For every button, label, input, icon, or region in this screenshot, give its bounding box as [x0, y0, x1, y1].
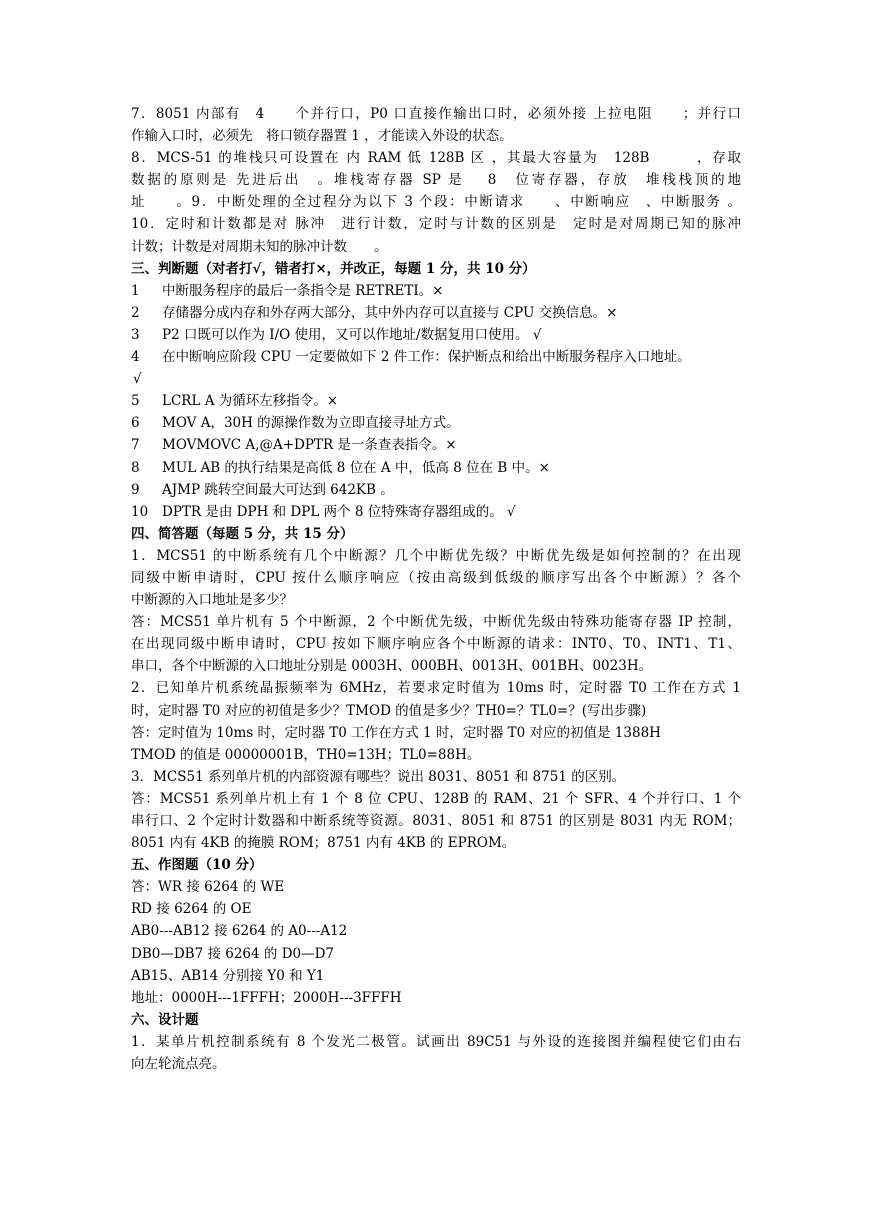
item-text: P2 口既可以作为 I/O 使用，又可以作地址/数据复用口使用。 √	[162, 326, 542, 343]
section-heading: 三、判断题（对者打√，错者打×，并改正，每题 1 分，共 10 分）	[131, 260, 536, 277]
text-line: 3．MCS51 系列单片机的内部资源有哪些？说出 8031、8051 和 8751 的区别。	[131, 768, 626, 785]
drawing-section	[131, 854, 741, 1009]
list-item	[131, 324, 741, 346]
short-answer-section	[131, 523, 741, 854]
item-text: 中断服务程序的最后一条指令是 RETRETI。×	[162, 282, 444, 299]
item-number: 2	[131, 304, 140, 321]
text-line: 向左轮流点亮。	[131, 1056, 226, 1073]
document-page	[131, 103, 741, 1075]
text-line: 8．MCS-51 的堆栈只可设置在 内 RAM 低 128B 区 ，其最大容量为 128B ，存取	[131, 150, 741, 167]
design-section	[131, 1009, 741, 1075]
text-line: 1．MCS51 的中断系统有几个中断源？几个中断优先级？中断优先级是如何控制的？在出现	[131, 547, 741, 564]
fill-blank-section	[131, 103, 741, 258]
text-line: 在出现同级中断申请时，CPU 按如下顺序响应各个中断源的请求：INT0、T0、INT1、T1、	[131, 636, 741, 653]
text-line: 10．定时和计数都是对 脉冲 进行计数，定时与计数的区别是 定时是对周期已知的脉冲	[131, 216, 741, 233]
section-heading: 五、作图题（10 分）	[131, 857, 263, 874]
list-item	[131, 434, 741, 456]
item-number: 8	[131, 459, 140, 476]
list-item	[131, 390, 741, 412]
judge-section	[131, 258, 741, 523]
text-line: 8051 内有 4KB 的掩膜 ROM；8751 内有 4KB 的 EPROM。	[131, 835, 516, 852]
list-item	[131, 501, 741, 523]
text-line: 同级中断申请时，CPU 按什么顺序响应（按由高级到低级的顺序写出各个中断源）？各个	[131, 569, 741, 586]
item-text: 存储器分成内存和外存两大部分，其中外内存可以直接与 CPU 交换信息。×	[162, 304, 618, 321]
item-text: MUL AB 的执行结果是高低 8 位在 A 中，低高 8 位在 B 中。×	[162, 459, 550, 476]
text-line: 中断源的入口地址是多少？	[131, 592, 293, 609]
item-number: 1	[131, 282, 140, 299]
text-line: DB0—DB7 接 6264 的 D0—D7	[131, 945, 335, 962]
text-line: 地址：0000H---1FFFH；2000H---3FFFH	[131, 989, 402, 1006]
item-number: 10	[131, 503, 149, 520]
text-line: 址 。9．中断处理的全过程分为以下 3 个段：中断请求 、中断响应 、中断服务 。	[131, 194, 741, 211]
item-number: 9	[131, 481, 140, 498]
item-number: 3	[131, 326, 140, 343]
text-line: 串口，各个中断源的入口地址分别是 0003H、000BH、0013H、001BH、0023H。	[131, 658, 653, 675]
text-line: 2．已知单片机系统晶振频率为 6MHz，若要求定时值为 10ms 时，定时器 T0 工作在方式 1	[131, 680, 741, 697]
item-text: 在中断响应阶段 CPU 一定要做如下 2 件工作：保护断点和给出中断服务程序入口地址。	[162, 349, 691, 366]
list-item	[131, 457, 741, 479]
text-line: 时，定时器 T0 对应的初值是多少？TMOD 的值是多少？TH0=？TL0=？(写出步骤)	[131, 702, 647, 719]
text-line: 答：MCS51 单片机有 5 个中断源，2 个中断优先级，中断优先级由特殊功能寄存器 IP 控制，	[131, 614, 741, 631]
list-item	[131, 412, 741, 434]
item-text: MOVMOVC A,@A+DPTR 是一条查表指令。×	[162, 437, 457, 454]
section-heading: 四、简答题（每题 5 分，共 15 分）	[131, 525, 354, 542]
text-line: TMOD 的值是 00000001B，TH0=13H；TL0=88H。	[131, 746, 481, 763]
text-line: 串行口、2 个定时计数器和中断系统等资源。8031、8051 和 8751 的区别是 8031 内无 ROM；	[131, 813, 741, 829]
item-text: DPTR 是由 DPH 和 DPL 两个 8 位特殊寄存器组成的。 √	[162, 503, 516, 520]
item-number: 6	[131, 415, 140, 432]
item-text: AJMP 跳转空间最大可达到 642KB 。	[162, 481, 394, 498]
text-line: 计数；计数是对周期未知的脉冲计数 。	[131, 238, 388, 255]
text-line: RD 接 6264 的 OE	[131, 901, 252, 918]
list-item	[131, 479, 741, 501]
item-number: 5	[131, 393, 140, 410]
text-line: 答：定时值为 10ms 时，定时器 T0 工作在方式 1 时，定时器 T0 对应的初值是 1388H	[131, 724, 661, 741]
text-line: 数据的原则是 先进后出 。堆栈寄存器 SP 是 8 位寄存器，存放 堆栈栈顶的地	[131, 172, 741, 189]
section-heading: 六、设计题	[131, 1011, 199, 1028]
item-text-continuation: √	[133, 371, 142, 388]
text-line: 作输入口时，必须先 将口锁存器置 1 ，才能读入外设的状态。	[131, 128, 513, 145]
item-number: 7	[131, 437, 140, 454]
item-text: LCRL A 为循环左移指令。×	[162, 393, 339, 410]
list-item	[131, 280, 741, 302]
item-number: 4	[131, 349, 140, 366]
item-text: MOV A，30H 的源操作数为立即直接寻址方式。	[162, 415, 460, 432]
text-line: 1．某单片机控制系统有 8 个发光二极管。试画出 89C51 与外设的连接图并编程使它们由右	[131, 1033, 741, 1050]
text-line: 7．8051 内部有 4 个并行口，P0 口直接作输出口时，必须外接 上拉电阻 ；并行口	[131, 106, 741, 122]
list-item	[131, 346, 741, 368]
text-line: 答：WR 接 6264 的 WE	[131, 879, 285, 896]
list-item	[131, 302, 741, 324]
text-line: AB15、AB14 分别接 Y0 和 Y1	[131, 967, 325, 984]
text-line: 答：MCS51 系列单片机上有 1 个 8 位 CPU、128B 的 RAM、21 个 SFR、4 个并行口、1 个	[131, 790, 741, 807]
text-line: AB0---AB12 接 6264 的 A0---A12	[131, 923, 348, 940]
